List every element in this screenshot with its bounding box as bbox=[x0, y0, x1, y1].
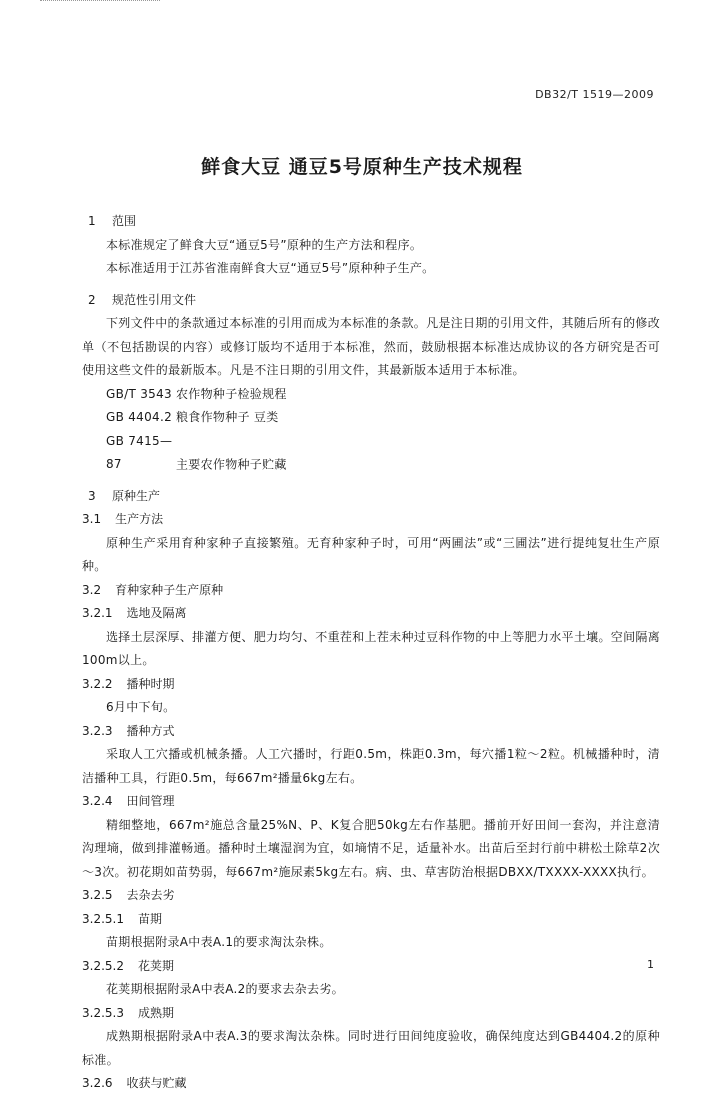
subsection-title: 选地及隔离 bbox=[126, 606, 187, 620]
subsection-heading bbox=[82, 673, 660, 697]
subsection-number: 3.1 bbox=[82, 512, 102, 526]
reference-title: 主要农作物种子贮藏 bbox=[176, 457, 287, 471]
subsection-heading bbox=[82, 884, 660, 908]
section-title: 规范性引用文件 bbox=[112, 292, 197, 307]
subsection-title: 播种方式 bbox=[126, 723, 175, 738]
subsection-number: 3.2.5 bbox=[82, 888, 113, 902]
section-number: 3 bbox=[88, 488, 96, 503]
subsection-heading bbox=[82, 720, 660, 744]
reference-title: 农作物种子检验规程 bbox=[176, 386, 287, 401]
reference-item bbox=[82, 383, 660, 407]
page-number: 1 bbox=[647, 958, 654, 971]
paragraph: 花荚期根据附录A中表A.2的要求去杂去劣。 bbox=[106, 982, 344, 996]
section-title: 范围 bbox=[112, 214, 137, 228]
reference-title: 粮食作物种子 豆类 bbox=[176, 410, 279, 424]
section-title: 原种生产 bbox=[112, 488, 161, 503]
subsection-title: 成熟期 bbox=[137, 1005, 174, 1020]
subsection-heading bbox=[82, 908, 660, 932]
section-heading bbox=[82, 289, 660, 313]
subsection-heading bbox=[82, 602, 660, 626]
subsection-number: 3.2.5.3 bbox=[82, 1005, 124, 1020]
subsection-number: 3.2.3 bbox=[82, 723, 113, 738]
section-number: 2 bbox=[88, 292, 96, 307]
paragraph: 本标准规定了鲜食大豆“通豆5号”原种的生产方法和程序。 bbox=[106, 237, 423, 252]
paragraph: 本标准适用于江苏省淮南鲜食大豆“通豆5号”原种种子生产。 bbox=[106, 261, 435, 275]
subsection-heading bbox=[82, 1002, 660, 1026]
standard-code: DB32/T 1519—2009 bbox=[535, 88, 654, 101]
document-title: 鲜食大豆 通豆5号原种生产技术规程 bbox=[201, 156, 523, 178]
paragraph: 采取人工穴播或机械条播。人工穴播时，行距0.5m，株距0.3m，每穴播1粒～2粒。机械播种时，清洁播种工具，行距0.5m，每667m²播量6kg左右。 bbox=[82, 747, 660, 785]
paragraph: 苗期根据附录A中表A.1的要求淘汰杂株。 bbox=[106, 935, 332, 949]
subsection-number: 3.2.5.1 bbox=[82, 911, 124, 926]
paragraph: 下列文件中的条款通过本标准的引用而成为本标准的条款。凡是注日期的引用文件，其随后所有的修改单（不包括勘误的内容）或修订版均不适用于本标准，然而，鼓励根据本标准达成协议的各方研究是否可使用这些文件的最新版本。凡是不注日期的引用文件，其最新版本适用于本标准。 bbox=[82, 316, 660, 377]
section-gap bbox=[82, 281, 660, 289]
document-body bbox=[82, 210, 660, 1096]
subsection-number: 3.2.4 bbox=[82, 794, 113, 808]
reference-code: GB 4404.2 bbox=[106, 410, 173, 424]
section-number: 1 bbox=[88, 214, 96, 228]
subsection-number: 3.2 bbox=[82, 582, 102, 597]
reference-code: GB 7415—87 bbox=[106, 433, 173, 471]
reference-item bbox=[82, 430, 660, 477]
section-heading bbox=[82, 210, 660, 234]
paragraph: 精细整地，667m²施总含量25%N、P、K复合肥50kg左右作基肥。播前开好田间一套沟，并注意清沟理墒，做到排灌畅通。播种时土壤湿润为宜，如墒情不足，适量补水。出苗后至封行前中耕松土除草2次～3次。初花期如苗势弱，每667m²施尿素5kg左右。病、虫、草害防治根据DBXX/TXXXX-XXXX执行。 bbox=[82, 817, 660, 879]
section-heading bbox=[82, 485, 660, 509]
subsection-number: 3.2.5.2 bbox=[82, 958, 124, 973]
reference-item bbox=[82, 406, 660, 430]
subsection-number: 3.2.1 bbox=[82, 606, 113, 620]
scan-artifact bbox=[40, 0, 160, 3]
subsection-number: 3.2.2 bbox=[82, 676, 113, 691]
subsection-title: 花荚期 bbox=[137, 958, 174, 973]
subsection-title: 生产方法 bbox=[115, 512, 164, 526]
paragraph: 选择土层深厚、排灌方便、肥力均匀、不重茬和上茬未种过豆科作物的中上等肥力水平土壤。空间隔离100m以上。 bbox=[82, 629, 660, 667]
subsection-heading bbox=[82, 1072, 660, 1096]
subsection-title: 育种家种子生产原种 bbox=[115, 582, 224, 597]
subsection-title: 苗期 bbox=[137, 911, 162, 926]
subsection-title: 去杂去劣 bbox=[126, 888, 175, 902]
paragraph: 6月中下旬。 bbox=[106, 700, 176, 714]
subsection-heading bbox=[82, 579, 660, 603]
section-gap bbox=[82, 477, 660, 485]
subsection-title: 播种时期 bbox=[126, 676, 175, 691]
subsection-title: 田间管理 bbox=[126, 794, 175, 808]
subsection-heading bbox=[82, 955, 660, 979]
subsection-title: 收获与贮藏 bbox=[126, 1076, 187, 1090]
paragraph: 原种生产采用育种家种子直接繁殖。无育种家种子时，可用“两圃法”或“三圃法”进行提纯复壮生产原种。 bbox=[82, 535, 660, 573]
subsection-heading bbox=[82, 790, 660, 814]
subsection-heading bbox=[82, 508, 660, 532]
paragraph: 成熟期根据附录A中表A.3的要求淘汰杂株。同时进行田间纯度验收，确保纯度达到GB4404.2的原种标准。 bbox=[82, 1029, 660, 1067]
reference-code: GB/T 3543 bbox=[106, 386, 172, 401]
subsection-number: 3.2.6 bbox=[82, 1076, 113, 1090]
